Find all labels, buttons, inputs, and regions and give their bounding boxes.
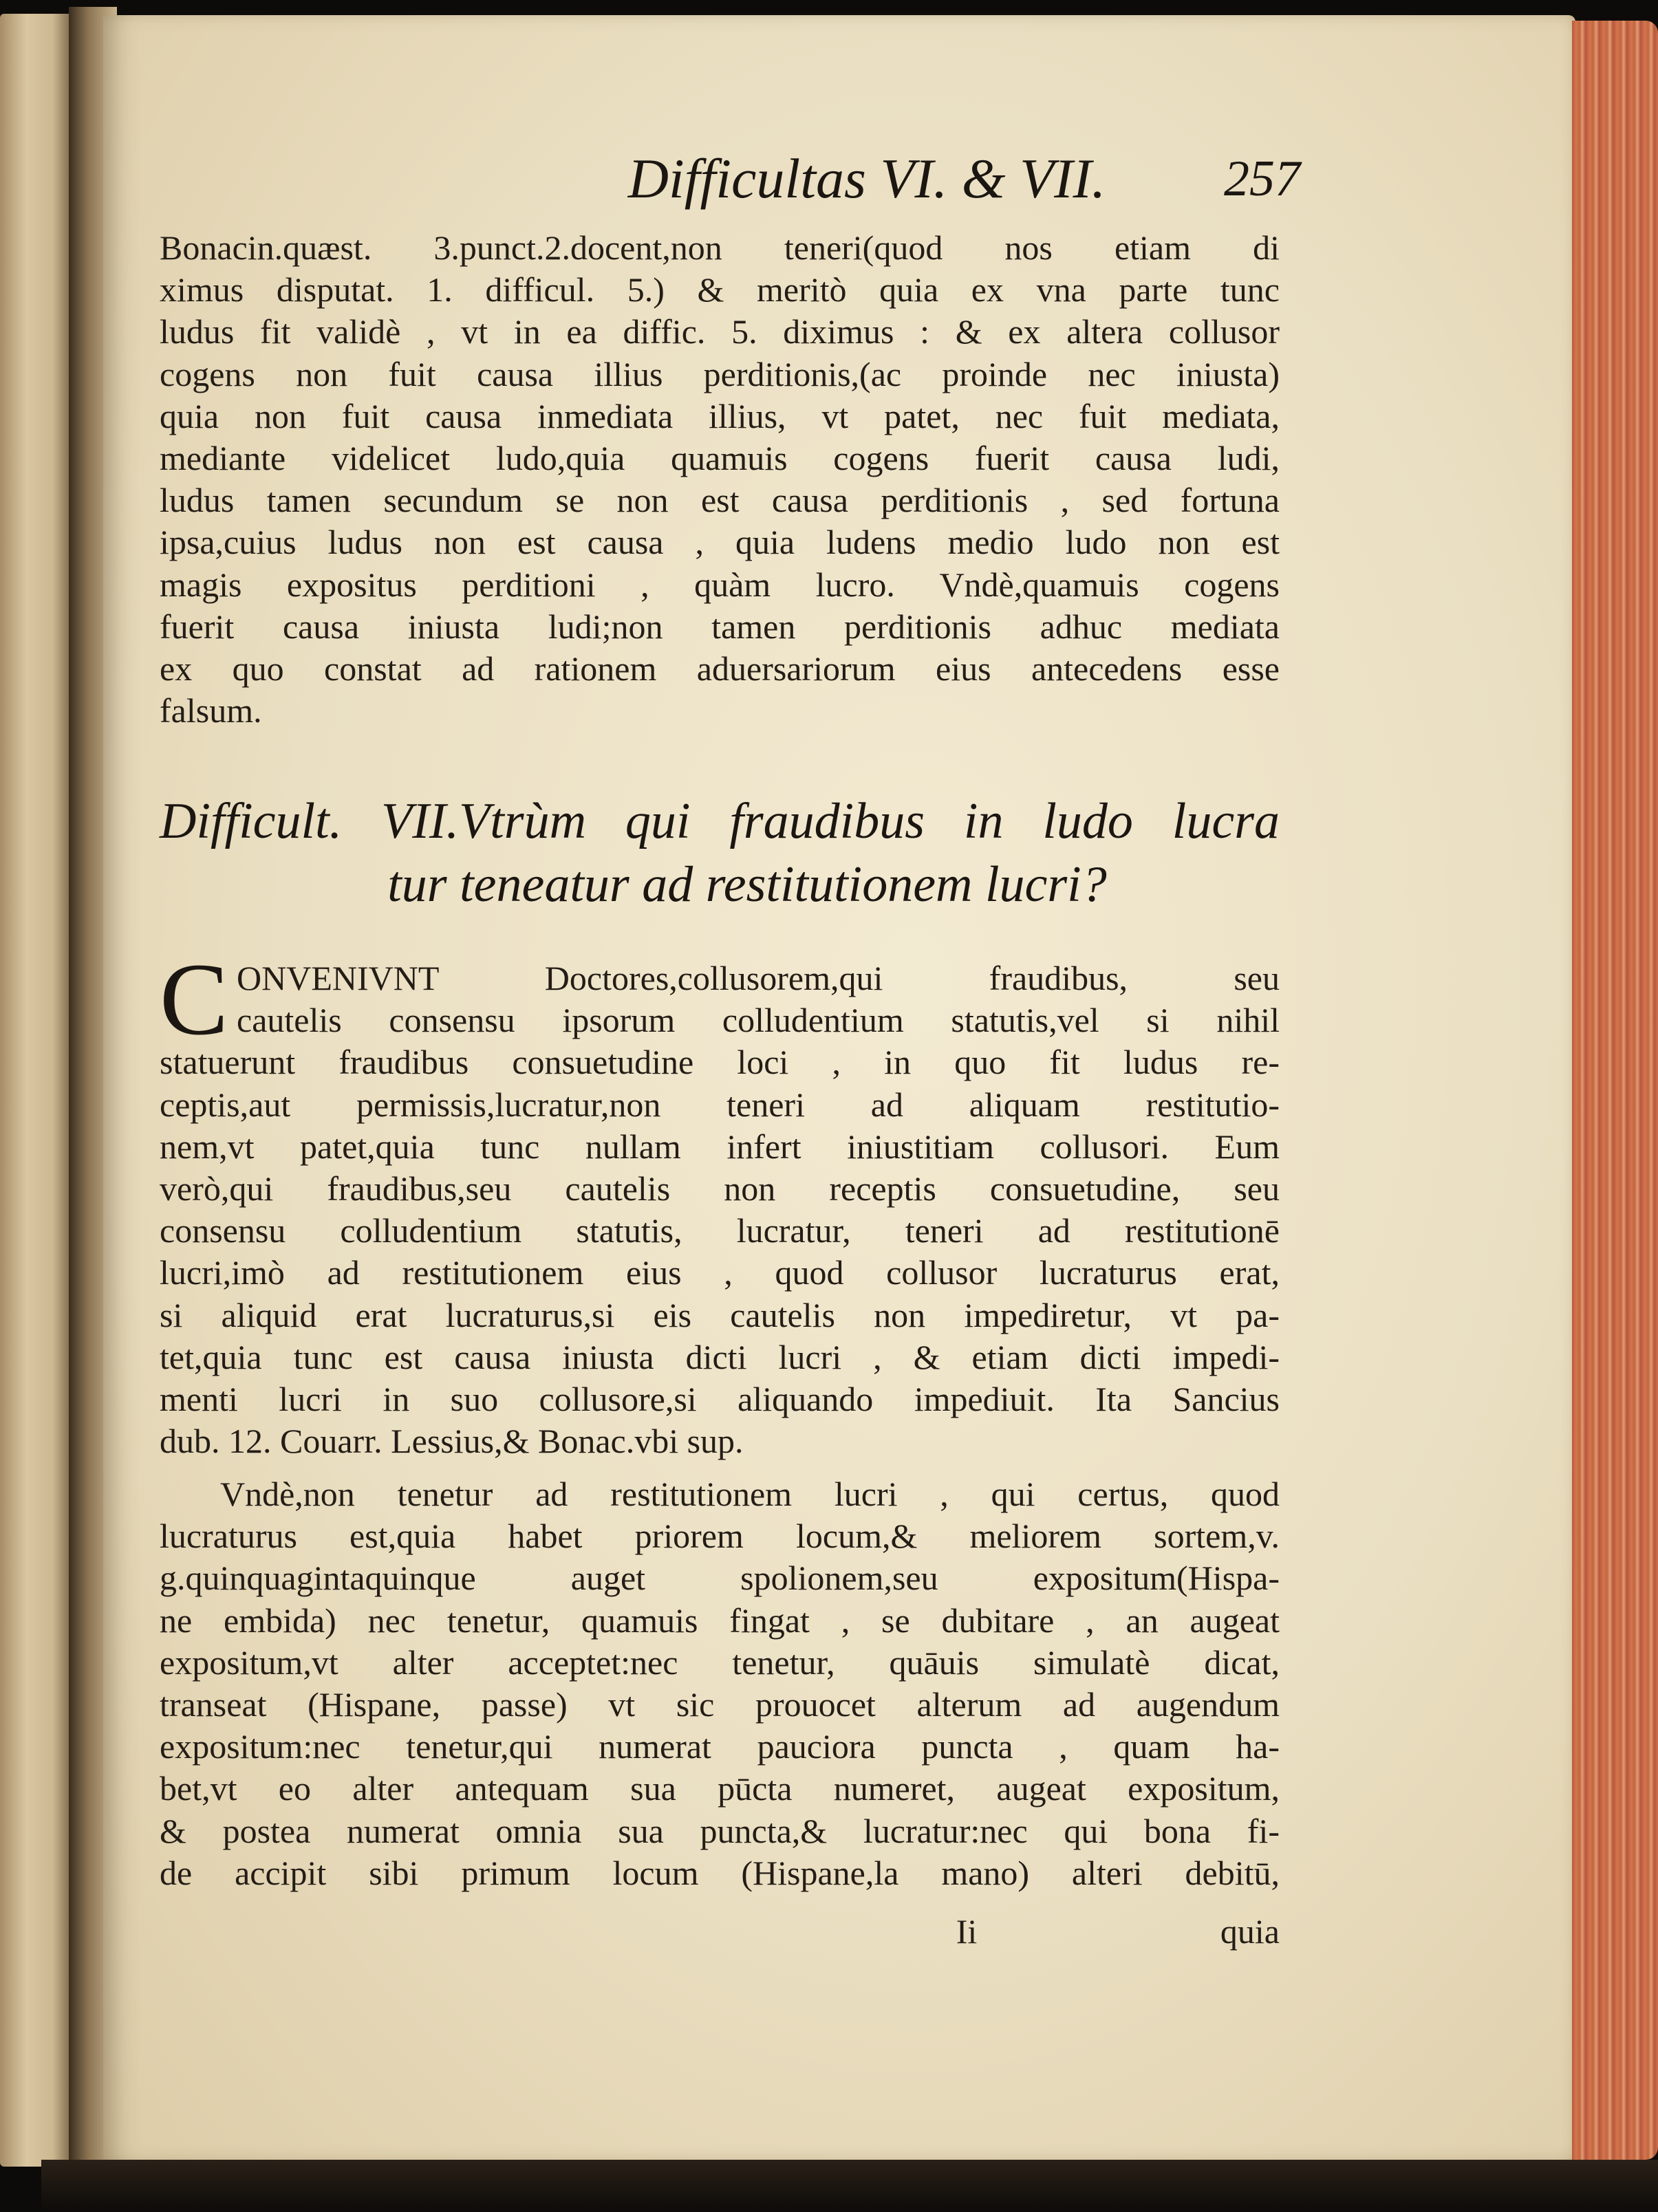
text-line: si aliquid erat lucraturus,si eis cautelis non impediretur, vt pa-: [160, 1295, 1280, 1334]
page-number: 257: [1224, 151, 1300, 207]
text-line: tet,quia tunc est causa iniusta dicti lucri , & etiam dicti impedi-: [160, 1337, 1280, 1376]
text-line: fuerit causa iniusta ludi;non tamen perditionis adhuc mediata: [160, 607, 1280, 646]
text-line: cautelis consensu ipsorum colludentium statutis,vel si nihil: [237, 1001, 1280, 1040]
running-title: Difficultas VI. & VII.: [627, 147, 1106, 210]
drop-cap: C: [160, 942, 229, 1056]
text-line: lucraturus est,quia habet priorem locum,& meliorem sortem,v.: [160, 1517, 1280, 1556]
text-line: g.quinquagintaquinque auget spolionem,seu expositum(Hispa-: [160, 1559, 1280, 1598]
text-line: cogens non fuit causa illius perditionis,(ac proinde nec iniusta): [160, 354, 1280, 393]
catchword: quia: [1220, 1912, 1280, 1951]
section-heading: [160, 790, 1280, 916]
text-line: ceptis,aut permissis,lucratur,non teneri ad aliquam restitutio-: [160, 1085, 1280, 1124]
red-fore-edge: [1572, 21, 1658, 2160]
text-line: transeat (Hispane, passe) vt sic prouocet alterum ad augendum: [160, 1684, 1280, 1724]
text-line: menti lucri in suo collusore,si aliquando impediuit. Ita Sancius: [160, 1379, 1280, 1418]
text-line: & postea numerat omnia sua puncta,& lucratur:nec qui bona fi-: [160, 1811, 1280, 1850]
section-heading-line-1: Difficult. VII.Vtrùm qui fraudibus in ludo lucra: [160, 793, 1280, 849]
text-line: consensu colludentium statutis, lucratur, teneri ad restitutionē: [160, 1211, 1280, 1250]
paragraph-1: [160, 227, 1280, 732]
text-line: de accipit sibi primum locum (Hispane,la mano) alteri debitū,: [160, 1853, 1280, 1892]
text-line: expositum,vt alter acceptet:nec tenetur, quāuis simulatè dicat,: [160, 1642, 1280, 1682]
text-line: statuerunt fraudibus consuetudine loci , in quo fit ludus re-: [160, 1043, 1280, 1082]
text-line: dub. 12. Couarr. Lessius,& Bonac.vbi sup.: [160, 1422, 744, 1461]
text-line: Bonacin.quæst. 3.punct.2.docent,non teneri(quod nos etiam di: [160, 228, 1280, 267]
text-line: lucri,imò ad restitutionem eius , quod collusor lucraturus erat,: [160, 1253, 1280, 1292]
text-line: ipsa,cuius ludus non est causa , quia ludens medio ludo non est: [160, 523, 1280, 562]
text-line: ONVENIVNT Doctores,collusorem,qui fraudibus, seu: [237, 959, 1280, 997]
section-heading-line-2: tur teneatur ad restitutionem lucri?: [387, 856, 1107, 913]
text-line: ex quo constat ad rationem aduersariorum eius antecedens esse: [160, 649, 1280, 688]
text-line: ludus tamen secundum se non est causa perditionis , sed fortuna: [160, 481, 1280, 520]
text-line: ximus disputat. 1. difficul. 5.) & meritò quia ex vna parte tunc: [160, 270, 1280, 310]
previous-page-edge: [0, 14, 76, 2167]
text-line: Vndè,non tenetur ad restitutionem lucri , qui certus, quod: [220, 1475, 1280, 1513]
text-line: falsum.: [160, 691, 262, 730]
text-line: nem,vt patet,quia tunc nullam infert iniustitiam collusori. Eum: [160, 1127, 1280, 1166]
text-line: ne embida) nec tenetur, quamuis fingat , se dubitare , an augeat: [160, 1601, 1280, 1640]
text-line: quia non fuit causa inmediata illius, vt patet, nec fuit mediata,: [160, 396, 1280, 435]
text-line: verò,qui fraudibus,seu cautelis non receptis consuetudine, seu: [160, 1169, 1280, 1208]
text-line: magis expositus perditioni , quàm lucro. Vndè,quamuis cogens: [160, 565, 1280, 604]
signature-mark: Ii: [956, 1912, 978, 1951]
bottom-shadow: [41, 2160, 1658, 2212]
paragraph-3: [160, 1473, 1280, 1894]
text-line: mediante videlicet ludo,quia quamuis cogens fuerit causa ludi,: [160, 438, 1280, 477]
text-line: bet,vt eo alter antequam sua pūcta numeret, augeat expositum,: [160, 1769, 1280, 1808]
text-line: expositum:nec tenetur,qui numerat pauciora puncta , quam ha-: [160, 1727, 1280, 1766]
text-line: ludus fit validè , vt in ea diffic. 5. diximus : & ex altera collusor: [160, 312, 1280, 351]
paragraph-2: [160, 942, 1280, 1462]
